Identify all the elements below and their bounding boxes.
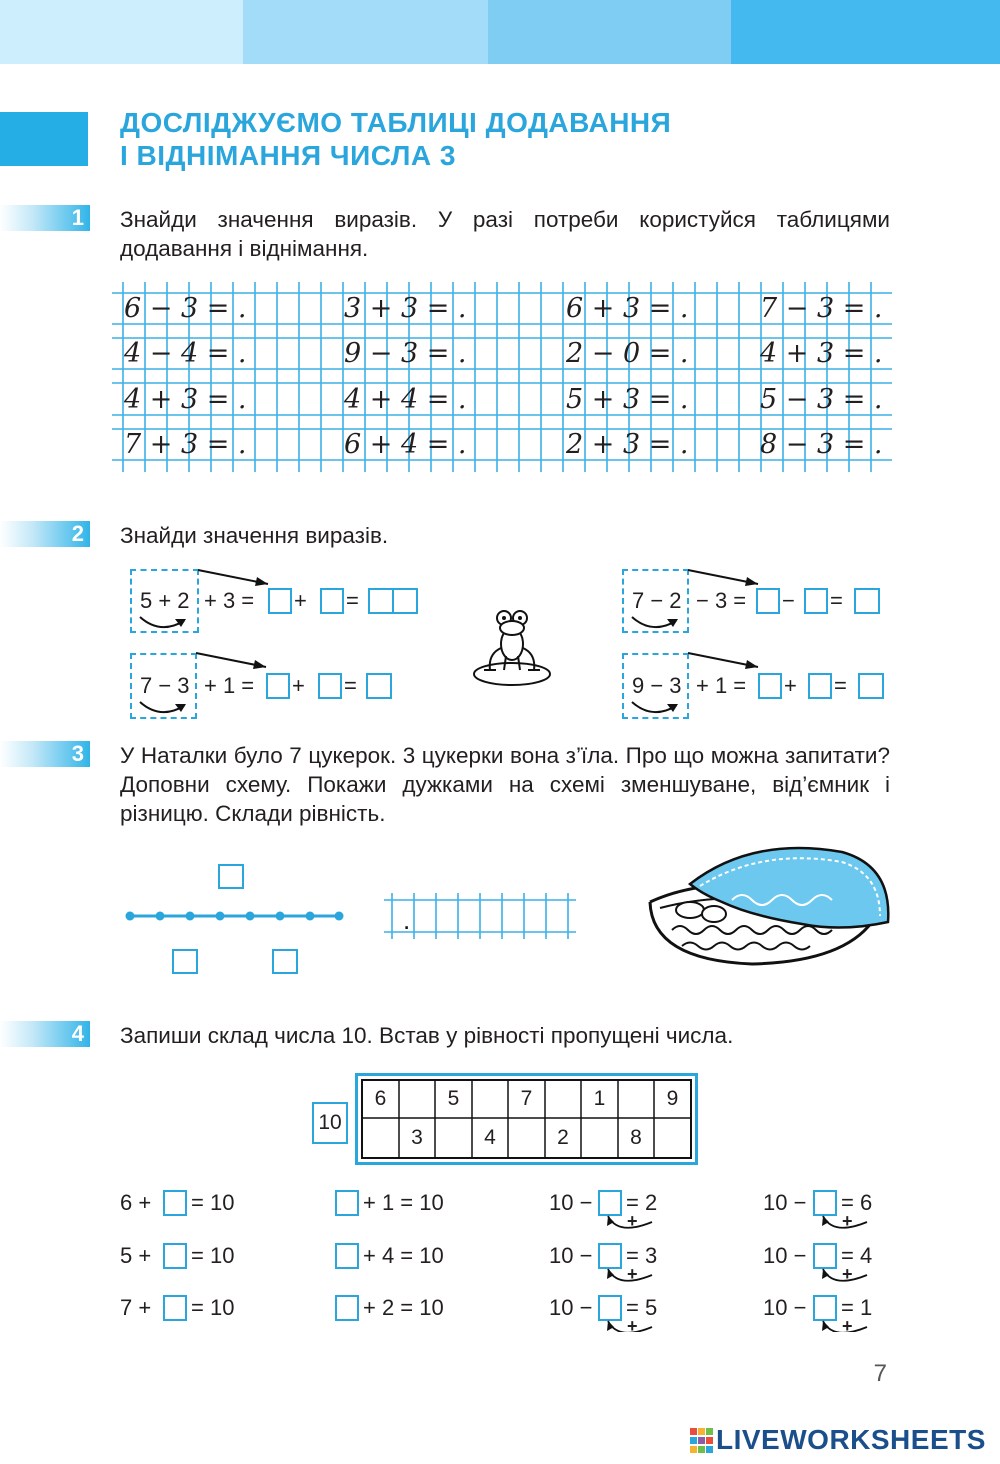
task-2-item-3-arrows	[622, 565, 772, 635]
expr-1-2: 4 − 4 = .	[124, 338, 247, 369]
task-2-item-1-op2: +	[294, 588, 307, 613]
expr-4-3: 5 − 3 = .	[760, 384, 883, 415]
task-2-item-2-result[interactable]	[366, 673, 392, 699]
task-2-item-4-result[interactable]	[858, 673, 884, 699]
task-3-text: У Наталки було 7 цукерок. 3 цукерки вона з’їла. Про що можна запитати? Доповни схему. Покажи дужками на схемі зменшуване, від’ємник і різницю. Склади рівність.	[120, 743, 890, 826]
t4-c3-r2-plus: +	[627, 1264, 638, 1284]
expr-3-3: 5 + 3 = .	[566, 384, 689, 415]
task-2-number: 2	[0, 521, 90, 547]
table-cell[interactable]	[618, 1082, 654, 1116]
task-2-item-4-answer-b[interactable]	[808, 673, 832, 699]
t4-c3-r3-pre: 10 −	[549, 1295, 593, 1320]
task-3-number: 3	[0, 741, 90, 767]
t4-c4-r2-plus: +	[842, 1264, 853, 1284]
frog-icon	[470, 604, 554, 688]
t4-c3-r1-pre: 10 −	[549, 1190, 593, 1215]
t4-c4-r1-pre: 10 −	[763, 1190, 807, 1215]
task-2-text: Знайди значення виразів.	[120, 523, 389, 548]
table-cell: 8	[630, 1126, 642, 1149]
task-4-table-top-row	[362, 1082, 692, 1116]
t4-c3-r3-post: = 5	[626, 1295, 658, 1320]
t4-c3-r1-post: = 2	[626, 1190, 658, 1215]
t4-c2-r2-box[interactable]	[335, 1243, 359, 1269]
task-2-item-2-op: + 1 =	[204, 673, 255, 698]
task-2-item-3-op: − 3 =	[696, 588, 747, 613]
task-2-item-2-eq: =	[344, 673, 357, 698]
task-2-item-3-eq: =	[830, 588, 843, 613]
candy-bowl-icon	[642, 842, 894, 970]
task-3-bottom-right-box[interactable]	[272, 949, 298, 974]
expr-2-2: 9 − 3 = .	[344, 338, 467, 369]
t4-c4-r1-plus: +	[842, 1211, 853, 1231]
task-4-ten-label: 10	[312, 1102, 348, 1144]
t4-c4-r3-pre: 10 −	[763, 1295, 807, 1320]
table-cell[interactable]	[508, 1120, 545, 1156]
t4-c2-r1-box[interactable]	[335, 1190, 359, 1216]
task-2-item-3-result[interactable]	[854, 588, 880, 614]
expr-2-4: 6 + 4 = .	[344, 429, 467, 460]
t4-c3-r1-plus: +	[627, 1211, 638, 1231]
expr-1-3: 4 + 3 = .	[124, 384, 247, 415]
header-band-4	[731, 0, 1000, 64]
t4-c2-r2-post: + 4 = 10	[363, 1243, 444, 1268]
t4-c1-r1-post: = 10	[191, 1190, 235, 1215]
t4-c3-r2-pre: 10 −	[549, 1243, 593, 1268]
t4-c1-r3-post: = 10	[191, 1295, 235, 1320]
t4-c4-r2-pre: 10 −	[763, 1243, 807, 1268]
expr-1-1: 6 − 3 = .	[124, 293, 247, 324]
task-2-item-1-arrows	[130, 565, 280, 635]
expr-3-4: 2 + 3 = .	[566, 429, 689, 460]
t4-c1-r3-pre: 7 +	[120, 1295, 152, 1320]
expr-4-1: 7 − 3 = .	[760, 293, 883, 324]
expr-2-1: 3 + 3 = .	[344, 293, 467, 324]
task-1-text: Знайди значення виразів. У разі потреби користуйся таблицями додавання і віднімання.	[120, 207, 890, 261]
task-2-item-2-first: 7 − 3	[140, 673, 190, 698]
task-2-item-1-first: 5 + 2	[140, 588, 190, 613]
expr-2-3: 4 + 4 = .	[344, 384, 467, 415]
task-4-number: 4	[0, 1021, 90, 1047]
task-2-item-2-answer-b[interactable]	[318, 673, 342, 699]
t4-c2-r3-post: + 2 = 10	[363, 1295, 444, 1320]
task-2-item-3-first: 7 − 2	[632, 588, 682, 613]
expr-4-4: 8 − 3 = .	[760, 429, 883, 460]
table-cell: 1	[593, 1087, 606, 1110]
t4-c4-r1-post: = 6	[841, 1190, 873, 1215]
table-cell[interactable]	[472, 1082, 508, 1116]
table-cell: 2	[557, 1126, 569, 1149]
t4-c1-r3-box[interactable]	[163, 1295, 187, 1321]
expr-1-4: 7 + 3 = .	[124, 429, 247, 460]
task-2-item-4-arrows	[622, 648, 772, 720]
task-3-bottom-left-box[interactable]	[172, 949, 198, 974]
task-2-item-1-result-tens[interactable]	[368, 588, 394, 614]
table-cell[interactable]	[399, 1082, 435, 1116]
table-cell[interactable]	[654, 1120, 691, 1156]
task-2-item-1-eq: =	[346, 588, 359, 613]
expr-3-2: 2 − 0 = .	[566, 338, 689, 369]
t4-c2-r3-box[interactable]	[335, 1295, 359, 1321]
t4-c1-r1-pre: 6 +	[120, 1190, 152, 1215]
t4-c1-r2-post: = 10	[191, 1243, 235, 1268]
t4-c1-r1-box[interactable]	[163, 1190, 187, 1216]
task-2-item-1-op: + 3 =	[204, 588, 255, 613]
task-2-item-4-op2: +	[784, 673, 797, 698]
task-3-answer-grid[interactable]	[384, 893, 576, 939]
task-3-number-line	[122, 906, 347, 926]
t4-c4-r3-plus: +	[842, 1316, 853, 1336]
page-title-line-2: І ВІДНІМАННЯ ЧИСЛА 3	[120, 140, 456, 171]
t4-c3-r3-plus: +	[627, 1316, 638, 1336]
table-cell: 3	[411, 1126, 423, 1149]
task-2-item-4-op: + 1 =	[696, 673, 747, 698]
header-band-3	[488, 0, 731, 64]
table-cell[interactable]	[435, 1120, 472, 1156]
task-2-item-3-answer-b[interactable]	[804, 588, 828, 614]
table-cell: 4	[484, 1126, 496, 1149]
table-cell[interactable]	[545, 1082, 581, 1116]
table-cell: 7	[520, 1087, 533, 1110]
task-4-composition-table	[355, 1073, 698, 1165]
task-1-number: 1	[0, 205, 90, 231]
task-2-item-3-op2: −	[782, 588, 795, 613]
page-title	[120, 106, 671, 172]
page-number: 7	[873, 1360, 887, 1387]
t4-c1-r2-pre: 5 +	[120, 1243, 152, 1268]
task-2-item-4-eq: =	[834, 673, 847, 698]
task-4-text: Запиши склад числа 10. Встав у рівності пропущені числа.	[120, 1023, 734, 1048]
expr-3-1: 6 + 3 = .	[566, 293, 689, 324]
table-cell: 6	[374, 1087, 387, 1110]
task-2-item-1-result-ones[interactable]	[392, 588, 418, 614]
header-band-1	[0, 0, 243, 64]
t4-c1-r2-box[interactable]	[163, 1243, 187, 1269]
task-2-item-2-arrows	[130, 648, 280, 720]
table-cell[interactable]	[581, 1120, 618, 1156]
table-cell: 5	[447, 1087, 460, 1110]
t4-c4-r3-post: = 1	[841, 1295, 873, 1320]
task-3-grid-dot: .	[403, 905, 411, 935]
task-2-item-4-first: 9 − 3	[632, 673, 682, 698]
table-cell[interactable]	[362, 1120, 399, 1156]
task-2-item-2-op2: +	[292, 673, 305, 698]
t4-c2-r1-post: + 1 = 10	[363, 1190, 444, 1215]
header-band-2	[243, 0, 488, 64]
task-4-table-bottom-row	[362, 1120, 692, 1156]
task-2-item-1-answer-b[interactable]	[320, 588, 344, 614]
t4-c4-r2-post: = 4	[841, 1243, 873, 1268]
table-cell: 9	[666, 1087, 679, 1110]
liveworksheets-logo-text[interactable]: LIVEWORKSHEETS	[716, 1424, 986, 1455]
title-marker-bar	[0, 112, 88, 166]
page-title-line-1: ДОСЛІДЖУЄМО ТАБЛИЦІ ДОДАВАННЯ	[120, 107, 672, 138]
expr-4-2: 4 + 3 = .	[760, 338, 883, 369]
liveworksheets-logo-icon	[690, 1428, 714, 1454]
task-3-top-box[interactable]	[218, 864, 244, 889]
t4-c3-r2-post: = 3	[626, 1243, 658, 1268]
